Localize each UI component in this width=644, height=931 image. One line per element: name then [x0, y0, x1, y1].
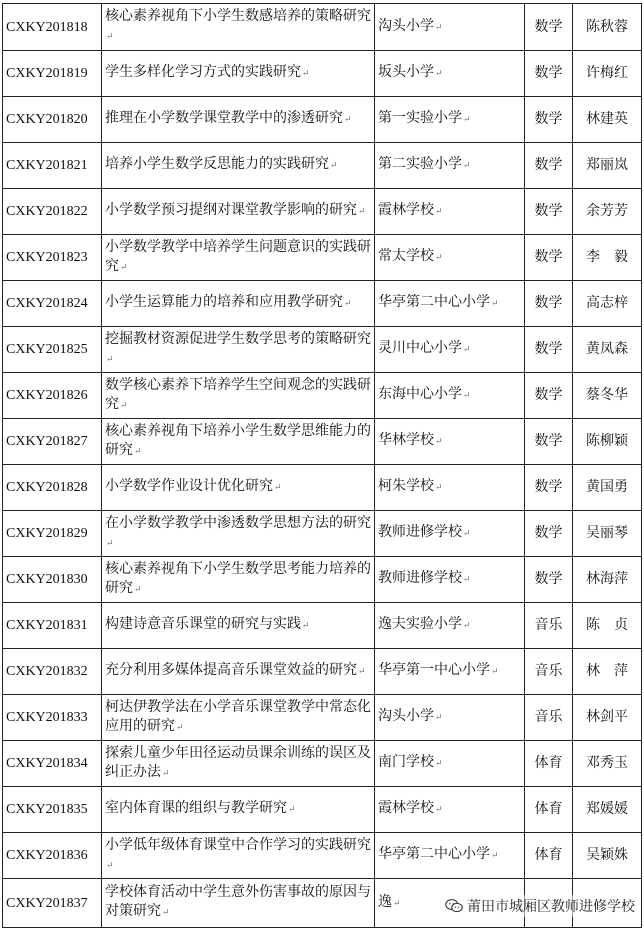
- subject-name: 数学: [534, 571, 563, 587]
- project-code: CXKY201822: [6, 204, 88, 219]
- person-name: 林建英: [586, 111, 628, 127]
- subject-name: 音乐: [534, 709, 563, 725]
- project-title-cell: [102, 833, 375, 879]
- project-table-body: [3, 4, 642, 928]
- school-name: 逸夫实验小学: [378, 616, 462, 632]
- project-code-cell: [3, 235, 102, 281]
- subject-name: 音乐: [534, 617, 563, 633]
- person-name-cell: [573, 419, 642, 465]
- subject-name-cell: [525, 557, 573, 603]
- paragraph-mark-icon: ↵: [463, 621, 471, 631]
- subject-name: 体育: [534, 801, 563, 817]
- person-name-cell: [573, 741, 642, 787]
- school-name-cell: [375, 373, 525, 419]
- project-title: 小学数学作业设计优化研究: [105, 478, 273, 494]
- project-code-cell: [3, 327, 102, 373]
- project-code: CXKY201834: [6, 756, 88, 771]
- person-name: 吴丽琴: [586, 525, 628, 541]
- paragraph-mark-icon: ↵: [463, 529, 471, 539]
- school-name: 常太学校: [378, 248, 434, 264]
- school-name-cell: [375, 649, 525, 695]
- school-name: 东海中心小学: [378, 386, 462, 402]
- subject-name: 数学: [534, 341, 563, 357]
- paragraph-mark-icon: ↵: [344, 115, 352, 125]
- table-row: [3, 511, 642, 557]
- person-name-cell: [573, 465, 642, 511]
- person-name-cell: [573, 557, 642, 603]
- table-row: [3, 281, 642, 327]
- subject-name-cell: [525, 511, 573, 557]
- paragraph-mark-icon: ↵: [435, 253, 443, 263]
- person-name: 陈秋蓉: [586, 18, 628, 35]
- project-title-cell: [102, 235, 375, 281]
- paragraph-mark-icon: ↵: [176, 722, 184, 733]
- person-name: 郑丽岚: [586, 157, 628, 173]
- table-row: [3, 833, 642, 879]
- table-row: [3, 787, 642, 833]
- subject-name-cell: [525, 649, 573, 695]
- person-name: 陈 贞: [586, 617, 628, 633]
- person-name-cell: [573, 235, 642, 281]
- project-code: CXKY201824: [6, 296, 88, 311]
- table-row: [3, 4, 642, 51]
- project-code-cell: [3, 833, 102, 879]
- school-name: 霞林学校: [378, 800, 434, 816]
- person-name-cell: [573, 603, 642, 649]
- project-title: 小学低年级体育课堂中合作学习的实践研究: [105, 836, 371, 853]
- person-name: 黄凤森: [586, 341, 628, 357]
- paragraph-mark-icon: ↵: [435, 22, 443, 33]
- subject-name: 数学: [534, 18, 563, 35]
- project-code: CXKY201820: [6, 112, 88, 127]
- project-code-cell: [3, 695, 102, 741]
- project-title-cell: [102, 649, 375, 695]
- subject-name: 数学: [534, 295, 563, 311]
- person-name: 郑媛媛: [586, 801, 628, 817]
- paragraph-mark-icon: ↵: [162, 768, 170, 779]
- project-title-cell: [102, 879, 375, 928]
- school-name-cell: [375, 787, 525, 833]
- school-name-cell: [375, 235, 525, 281]
- person-name-cell: [573, 649, 642, 695]
- project-code: CXKY201836: [6, 848, 88, 863]
- project-code-cell: [3, 649, 102, 695]
- table-row: [3, 695, 642, 741]
- subject-name-cell: [525, 465, 573, 511]
- project-title-cell: [102, 327, 375, 373]
- subject-name: 体育: [534, 847, 563, 863]
- paragraph-mark-icon: ↵: [330, 161, 338, 171]
- subject-name-cell: [525, 281, 573, 327]
- project-code-cell: [3, 879, 102, 928]
- project-title: 推理在小学数学课堂教学中的渗透研究: [105, 110, 343, 126]
- person-name-cell: [573, 189, 642, 235]
- subject-name: 音乐: [534, 663, 563, 679]
- project-code-cell: [3, 143, 102, 189]
- project-title: 数学核心素养下培养学生空间观念的实践研究: [105, 376, 371, 412]
- person-name: 林 萍: [586, 663, 628, 679]
- project-title-cell: [102, 373, 375, 419]
- project-title-cell: [102, 4, 375, 51]
- school-name-cell: [375, 51, 525, 97]
- project-code: CXKY201833: [6, 710, 88, 725]
- project-code: CXKY201823: [6, 250, 88, 265]
- project-title: 构建诗意音乐课堂的研究与实践: [105, 616, 301, 632]
- project-title-cell: [102, 97, 375, 143]
- subject-name: 数学: [534, 433, 563, 449]
- person-name: 林剑平: [586, 709, 628, 725]
- paragraph-mark-icon: ↵: [302, 621, 310, 631]
- school-name: 第二实验小学: [378, 156, 462, 172]
- paragraph-mark-icon: ↵: [393, 898, 401, 909]
- person-name-cell: [573, 511, 642, 557]
- project-code-cell: [3, 787, 102, 833]
- table-row: [3, 465, 642, 511]
- table-row: [3, 419, 642, 465]
- project-title-cell: [102, 787, 375, 833]
- paragraph-mark-icon: ↵: [120, 262, 128, 273]
- paragraph-mark-icon: ↵: [491, 299, 499, 309]
- project-title-cell: [102, 465, 375, 511]
- paragraph-mark-icon: ↵: [344, 299, 352, 309]
- person-name-cell: [573, 695, 642, 741]
- subject-name: 体育: [534, 755, 563, 771]
- project-code-cell: [3, 603, 102, 649]
- subject-name-cell: [525, 143, 573, 189]
- watermark: [442, 895, 638, 917]
- project-title: 充分利用多媒体提高音乐课堂效益的研究: [105, 662, 357, 678]
- school-name-cell: [375, 189, 525, 235]
- paragraph-mark-icon: ↵: [302, 69, 310, 79]
- paragraph-mark-icon: ↵: [134, 584, 142, 595]
- project-code-cell: [3, 373, 102, 419]
- school-name: 华亭第一中心小学: [378, 662, 490, 678]
- paragraph-mark-icon: ↵: [358, 207, 366, 217]
- school-name: 教师进修学校: [378, 524, 462, 540]
- table-row: [3, 189, 642, 235]
- project-code: CXKY201837: [6, 895, 88, 911]
- subject-name-cell: [525, 51, 573, 97]
- project-title: 学生多样化学习方式的实践研究: [105, 64, 301, 80]
- paragraph-mark-icon: ↵: [288, 805, 296, 815]
- person-name: 李 毅: [586, 249, 628, 265]
- subject-name: 数学: [534, 65, 563, 81]
- project-code-cell: [3, 51, 102, 97]
- person-name-cell: [573, 373, 642, 419]
- school-name-cell: [375, 143, 525, 189]
- project-title: 培养小学生数学反思能力的实践研究: [105, 156, 329, 172]
- paragraph-mark-icon: ↵: [106, 538, 114, 549]
- paragraph-mark-icon: ↵: [106, 860, 114, 871]
- project-title: 小学数学教学中培养学生问题意识的实践研究: [105, 238, 371, 274]
- person-name-cell: [573, 51, 642, 97]
- person-name: 许梅红: [586, 65, 628, 81]
- project-code: CXKY201835: [6, 802, 88, 817]
- person-name: 吴颖姝: [586, 847, 628, 863]
- project-code: CXKY201831: [6, 618, 88, 633]
- person-name: 林海萍: [586, 571, 628, 587]
- project-title-cell: [102, 557, 375, 603]
- project-title: 核心素养视角下培养小学生数学思维能力的研究: [105, 422, 371, 458]
- table-row: [3, 143, 642, 189]
- paragraph-mark-icon: ↵: [435, 207, 443, 217]
- project-title: 核心素养视角下小学生数感培养的策略研究: [105, 8, 371, 24]
- subject-name-cell: [525, 833, 573, 879]
- person-name-cell: [573, 833, 642, 879]
- person-name-cell: [573, 787, 642, 833]
- school-name-cell: [375, 741, 525, 787]
- subject-name: 数学: [534, 525, 563, 541]
- project-title-cell: [102, 741, 375, 787]
- subject-name-cell: [525, 189, 573, 235]
- subject-name-cell: [525, 419, 573, 465]
- paragraph-mark-icon: ↵: [463, 575, 471, 585]
- table-row: [3, 741, 642, 787]
- school-name-cell: [375, 281, 525, 327]
- person-name: 蔡冬华: [586, 387, 628, 403]
- school-name: 霞林学校: [378, 202, 434, 218]
- school-name: 坂头小学: [378, 64, 434, 80]
- school-name: 华亭第二中心小学: [378, 846, 490, 862]
- subject-name-cell: [525, 235, 573, 281]
- project-title-cell: [102, 419, 375, 465]
- project-code-cell: [3, 419, 102, 465]
- project-title: 探索儿童少年田径运动员课余训练的误区及纠正办法: [105, 744, 371, 780]
- school-name: 华林学校: [378, 432, 434, 448]
- person-name: 陈柳颖: [586, 433, 628, 449]
- project-code: CXKY201828: [6, 480, 88, 495]
- paragraph-mark-icon: ↵: [491, 851, 499, 861]
- project-code-cell: [3, 97, 102, 143]
- project-code-cell: [3, 189, 102, 235]
- project-code-cell: [3, 465, 102, 511]
- paragraph-mark-icon: ↵: [435, 805, 443, 815]
- subject-name: 数学: [534, 249, 563, 265]
- project-title: 核心素养视角下小学生数学思考能力培养的研究: [105, 560, 371, 596]
- paragraph-mark-icon: ↵: [491, 667, 499, 677]
- paragraph-mark-icon: ↵: [106, 354, 114, 365]
- paragraph-mark-icon: ↵: [162, 908, 170, 918]
- table-row: [3, 235, 642, 281]
- school-name-cell: [375, 511, 525, 557]
- subject-name: 数学: [534, 479, 563, 495]
- paragraph-mark-icon: ↵: [358, 667, 366, 677]
- watermark-text: 莆田市城厢区教师进修学校: [467, 899, 635, 915]
- project-title-cell: [102, 51, 375, 97]
- table-row: [3, 51, 642, 97]
- table-row: [3, 97, 642, 143]
- paragraph-mark-icon: ↵: [435, 69, 443, 79]
- subject-name-cell: [525, 741, 573, 787]
- school-name: 沟头小学: [378, 17, 434, 34]
- table-row: [3, 327, 642, 373]
- person-name: 余芳芳: [586, 203, 628, 219]
- paragraph-mark-icon: ↵: [463, 161, 471, 171]
- school-name: 灵川中心小学: [378, 340, 462, 356]
- table-row: [3, 373, 642, 419]
- project-title: 小学数学预习提纲对课堂教学影响的研究: [105, 202, 357, 218]
- person-name: 高志梓: [586, 295, 628, 311]
- project-title: 柯达伊教学法在小学音乐课堂教学中常态化应用的研究: [105, 698, 371, 734]
- subject-name-cell: [525, 327, 573, 373]
- school-name: 沟头小学: [378, 708, 434, 724]
- school-name-cell: [375, 327, 525, 373]
- paragraph-mark-icon: ↵: [463, 115, 471, 125]
- project-code-cell: [3, 511, 102, 557]
- paragraph-mark-icon: ↵: [435, 437, 443, 447]
- school-name-cell: [375, 419, 525, 465]
- project-title-cell: [102, 143, 375, 189]
- project-code: CXKY201827: [6, 434, 88, 449]
- subject-name: 数学: [534, 111, 563, 127]
- person-name-cell: [573, 281, 642, 327]
- table-row: [3, 603, 642, 649]
- school-name: 逸: [378, 893, 392, 910]
- project-title: 学校体育活动中学生意外伤害事故的原因与对策研究: [105, 884, 371, 919]
- person-name: 黄国勇: [586, 479, 628, 495]
- school-name-cell: [375, 97, 525, 143]
- person-name-cell: [573, 143, 642, 189]
- paragraph-mark-icon: ↵: [106, 32, 114, 42]
- wechat-icon: [445, 898, 463, 914]
- project-title: 挖掘教材资源促进学生数学思考的策略研究: [105, 330, 371, 347]
- subject-name-cell: [525, 373, 573, 419]
- paragraph-mark-icon: ↵: [463, 345, 471, 355]
- project-code-cell: [3, 741, 102, 787]
- school-name-cell: [375, 557, 525, 603]
- project-code-cell: [3, 281, 102, 327]
- project-code-cell: [3, 4, 102, 51]
- subject-name-cell: [525, 695, 573, 741]
- paragraph-mark-icon: ↵: [463, 391, 471, 401]
- paragraph-mark-icon: ↵: [274, 483, 282, 493]
- subject-name: 数学: [534, 387, 563, 403]
- person-name: 邓秀玉: [586, 755, 628, 771]
- project-code: CXKY201825: [6, 342, 88, 357]
- project-code: CXKY201826: [6, 388, 88, 403]
- school-name: 南门学校: [378, 754, 434, 770]
- project-title-cell: [102, 603, 375, 649]
- project-code: CXKY201832: [6, 664, 88, 679]
- school-name: 第一实验小学: [378, 110, 462, 126]
- person-name-cell: [573, 4, 642, 51]
- project-code: CXKY201829: [6, 526, 88, 541]
- school-name-cell: [375, 4, 525, 51]
- project-code: CXKY201819: [6, 66, 88, 81]
- school-name-cell: [375, 465, 525, 511]
- subject-name: 数学: [534, 203, 563, 219]
- subject-name-cell: [525, 97, 573, 143]
- person-name-cell: [573, 97, 642, 143]
- person-name-cell: [573, 327, 642, 373]
- paragraph-mark-icon: ↵: [435, 713, 443, 723]
- school-name: 华亭第二中心小学: [378, 294, 490, 310]
- project-code-cell: [3, 557, 102, 603]
- project-title-cell: [102, 695, 375, 741]
- project-title: 在小学数学教学中渗透数学思想方法的研究: [105, 514, 371, 531]
- subject-name-cell: [525, 4, 573, 51]
- subject-name-cell: [525, 603, 573, 649]
- project-table: [2, 3, 642, 928]
- project-title: 小学生运算能力的培养和应用教学研究: [105, 294, 343, 310]
- school-name: 教师进修学校: [378, 570, 462, 586]
- school-name: 柯朱学校: [378, 478, 434, 494]
- table-row: [3, 649, 642, 695]
- paragraph-mark-icon: ↵: [435, 759, 443, 769]
- project-code: CXKY201821: [6, 158, 88, 173]
- project-title-cell: [102, 511, 375, 557]
- paragraph-mark-icon: ↵: [134, 446, 142, 457]
- project-title-cell: [102, 281, 375, 327]
- school-name-cell: [375, 695, 525, 741]
- school-name-cell: [375, 833, 525, 879]
- paragraph-mark-icon: ↵: [435, 483, 443, 493]
- project-code: CXKY201818: [6, 19, 88, 35]
- table-row: [3, 557, 642, 603]
- school-name-cell: [375, 603, 525, 649]
- paragraph-mark-icon: ↵: [120, 400, 128, 411]
- subject-name: 数学: [534, 157, 563, 173]
- project-title: 室内体育课的组织与教学研究: [105, 800, 287, 816]
- project-title-cell: [102, 189, 375, 235]
- project-code: CXKY201830: [6, 572, 88, 587]
- subject-name-cell: [525, 787, 573, 833]
